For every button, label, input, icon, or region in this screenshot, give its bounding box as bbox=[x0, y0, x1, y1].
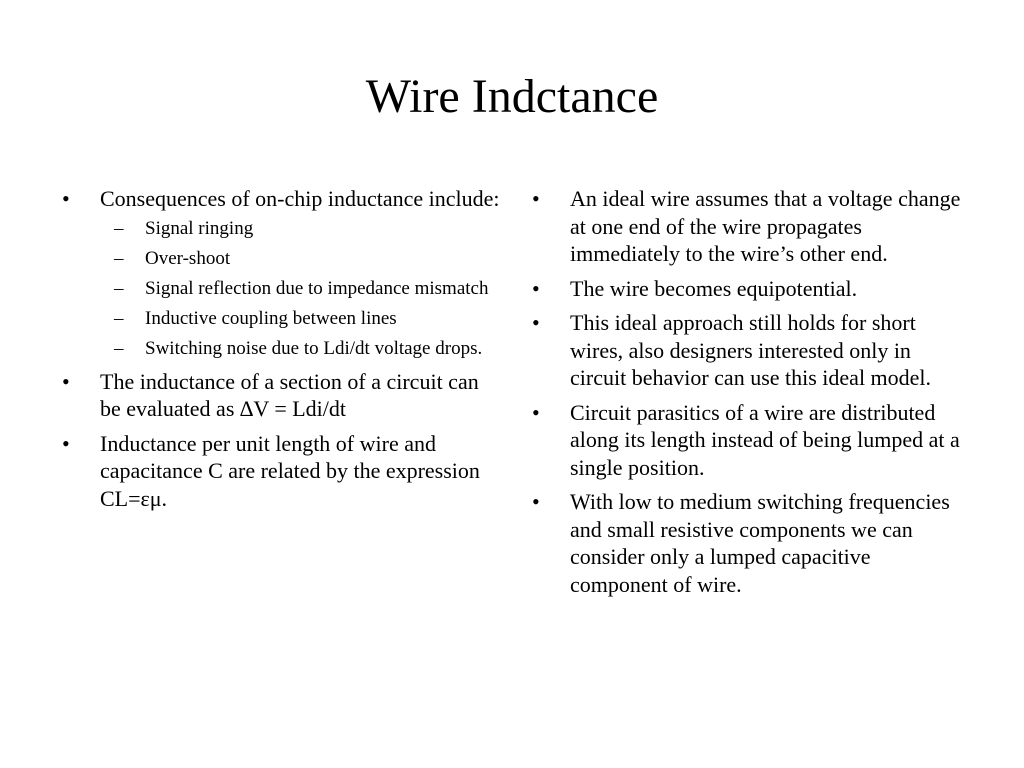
bullet-text: An ideal wire assumes that a voltage change at one end of the wire propagates immediately to the wire’s other end. bbox=[570, 186, 961, 266]
bullet-item bbox=[532, 309, 972, 392]
bullet-text: Circuit parasitics of a wire are distributed along its length instead of being lumped at a single position. bbox=[570, 399, 960, 480]
bullet-item bbox=[532, 185, 972, 268]
sub-bullet-item bbox=[62, 277, 502, 301]
sub-bullet-item bbox=[62, 217, 502, 241]
bullet-marker: • bbox=[62, 430, 70, 456]
bullet-text: With low to medium switching frequencies and small resistive components we can consider only a lumped capacitive component of wire. bbox=[570, 489, 950, 597]
bullet-item bbox=[62, 368, 502, 423]
sub-bullet-text: Signal reflection due to impedance mismatch bbox=[145, 277, 489, 299]
bullet-marker: • bbox=[532, 275, 540, 301]
sub-bullet-marker: – bbox=[114, 247, 124, 269]
bullet-text: Inductance per unit length of wire and capacitance C are related by the expression CL=εμ. bbox=[100, 430, 480, 511]
bullet-text: Consequences of on-chip inductance include: bbox=[100, 186, 500, 211]
bullet-marker: • bbox=[532, 186, 540, 211]
bullet-marker: • bbox=[532, 489, 540, 514]
slide-title: Wire Indctance bbox=[365, 70, 659, 123]
bullet-text: The inductance of a section of a circuit can be evaluated as ∆V = Ldi/dt bbox=[100, 368, 479, 421]
sub-bullet-text: Switching noise due to Ldi/dt voltage drops. bbox=[145, 337, 483, 359]
bullet-marker: • bbox=[62, 368, 70, 394]
bullet-marker: • bbox=[532, 310, 540, 335]
sub-bullet-item bbox=[62, 307, 502, 331]
sub-bullet-marker: – bbox=[114, 217, 124, 239]
bullet-text: The wire becomes equipotential. bbox=[570, 275, 858, 301]
left-bullet-column bbox=[62, 185, 502, 519]
bullet-item bbox=[532, 275, 972, 303]
sub-bullet-marker: – bbox=[114, 337, 124, 359]
bullet-item bbox=[532, 399, 972, 482]
bullet-text: This ideal approach still holds for short wires, also designers interested only in circuit behavior can use this ideal model. bbox=[570, 310, 932, 390]
sub-bullet-item bbox=[62, 247, 502, 271]
bullet-item bbox=[532, 488, 972, 598]
right-bullet-column bbox=[532, 185, 972, 605]
bullet-item bbox=[62, 185, 502, 361]
sub-bullet-marker: – bbox=[114, 277, 124, 299]
bullet-marker: • bbox=[532, 399, 540, 425]
sub-bullet-marker: – bbox=[114, 307, 124, 329]
sub-bullet-text: Over-shoot bbox=[145, 247, 231, 269]
bullet-marker: • bbox=[62, 186, 70, 211]
sub-bullet-item bbox=[62, 337, 502, 361]
sub-bullet-text: Inductive coupling between lines bbox=[145, 307, 397, 329]
bullet-item bbox=[62, 430, 502, 513]
sub-bullet-text: Signal ringing bbox=[145, 217, 254, 239]
sub-bullet-list bbox=[100, 217, 502, 361]
